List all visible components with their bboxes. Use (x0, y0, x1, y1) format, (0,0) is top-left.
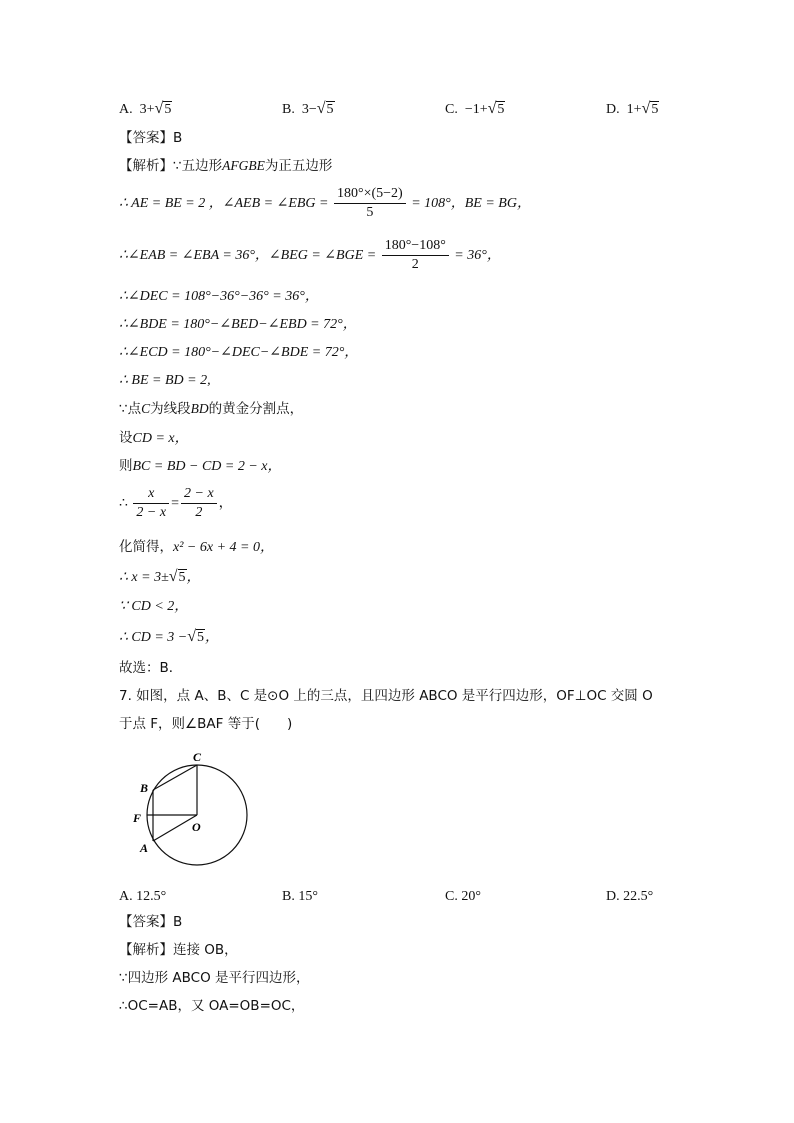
point-c: C (141, 401, 151, 416)
option-letter: B. (282, 102, 295, 117)
text: 则 (119, 458, 133, 474)
radicand: 5 (178, 570, 186, 585)
text: ∵点 (119, 401, 142, 417)
expr: CD = x， (132, 431, 189, 446)
option-letter: A. (119, 889, 133, 904)
q7-option-d (606, 886, 653, 908)
segment-bd: BD (190, 401, 209, 416)
expr: ∴ x = 3± (119, 570, 169, 585)
comma: ， (186, 570, 201, 585)
option-letter: A. (119, 102, 133, 117)
q7-option-c (445, 886, 481, 908)
q6-analysis-line-12 (119, 537, 274, 558)
therefore: ∴ (119, 496, 128, 511)
q6-option-d (606, 98, 659, 121)
label-b: B (140, 781, 149, 795)
denominator: 5 (366, 205, 374, 221)
numerator: 2 − x (181, 485, 217, 504)
text: 设 (119, 430, 133, 446)
expr: ∴ AE = BE = 2 ，∠AEB = ∠EBG = (119, 196, 329, 211)
circle-figure (125, 745, 255, 870)
q6-analysis-line-5: ∴∠BDE = 180°−∠BED−∠EBD = 72°， (119, 317, 357, 332)
expr: ∴ CD = 3 − (119, 630, 188, 645)
option-value: 22.5° (623, 889, 654, 904)
numerator: 180°×(5−2) (334, 185, 406, 204)
option-letter: D. (606, 102, 620, 117)
q6-analysis-line-6: ∴∠ECD = 180°−∠DEC−∠BDE = 72°， (119, 345, 359, 360)
q6-analysis-line-8 (119, 399, 303, 419)
text: 为正五边形 (264, 158, 333, 174)
q6-analysis-line-14: ∵ CD < 2， (119, 599, 189, 614)
analysis-label: 【解析】 (119, 158, 173, 174)
label-c: C (193, 750, 202, 764)
option-value: 3+ (139, 102, 155, 117)
q7-stem-line-2: 于点 F，则∠BAF 等于( ) (119, 716, 293, 732)
numerator: x (133, 485, 169, 504)
q7-analysis-line-1: 【解析】连接 OB， (119, 942, 238, 958)
q6-analysis-line-10 (119, 456, 282, 477)
q6-option-a (119, 98, 172, 121)
q7-option-b (282, 886, 318, 908)
expr: x² − 6x + 4 = 0， (173, 540, 274, 555)
option-value: 1+ (626, 102, 642, 117)
sqrt-symbol: √5 (641, 100, 659, 117)
fraction (334, 185, 406, 222)
fraction-right (181, 485, 217, 522)
text: 为线段 (150, 401, 191, 417)
q6-answer: 【答案】B (119, 130, 183, 146)
numerator: 180°−108° (382, 237, 449, 256)
q7-analysis-line-2: ∵四边形 ABCO 是平行四边形， (119, 970, 310, 986)
q6-analysis-line-4: ∴∠DEC = 108°−36°−36° = 36°， (119, 289, 319, 304)
denominator: 2 (411, 257, 419, 273)
q6-analysis-line-1 (119, 156, 332, 176)
q6-option-b (282, 98, 335, 121)
option-letter: C. (445, 102, 458, 117)
q6-analysis-line-13 (119, 567, 201, 588)
q6-option-c (445, 98, 505, 121)
radicand: 5 (326, 102, 334, 117)
expr: BC = BD − CD = 2 − x， (132, 459, 282, 474)
sqrt-symbol: √5 (316, 100, 334, 117)
sqrt-symbol: √5 (168, 568, 186, 585)
q6-analysis-line-16: 故选：B． (119, 660, 183, 676)
option-value: −1+ (464, 102, 488, 117)
fraction (382, 237, 449, 274)
sqrt-symbol: √5 (187, 628, 205, 645)
segment-oa (153, 815, 197, 841)
denominator: 2 (195, 505, 203, 521)
q6-analysis-line-7: ∴ BE = BD = 2, (119, 373, 211, 388)
sqrt-symbol: √5 (487, 100, 505, 117)
expr: = 108°，BE = BG， (411, 196, 531, 211)
expr: = 36°， (454, 248, 501, 263)
label-o: O (192, 820, 201, 834)
option-value: 3− (301, 102, 317, 117)
q7-answer: 【答案】B (119, 914, 183, 930)
radicand: 5 (497, 102, 505, 117)
q7-analysis-line-3: ∴OC=AB，又 OA=OB=OC， (119, 998, 305, 1014)
option-value: 15° (298, 889, 318, 904)
fraction-left (133, 485, 169, 522)
comma: ， (205, 630, 220, 645)
text: 的黄金分割点， (208, 401, 304, 417)
q6-analysis-line-2 (119, 184, 531, 224)
radicand: 5 (651, 102, 659, 117)
expr: ∴∠EAB = ∠EBA = 36°，∠BEG = ∠BGE = (119, 248, 377, 263)
label-a: A (140, 841, 149, 855)
equals: = (171, 496, 179, 511)
text: 化简得， (119, 539, 173, 555)
radicand: 5 (164, 102, 172, 117)
sqrt-symbol: √5 (154, 100, 172, 117)
option-value: 12.5° (136, 889, 167, 904)
q6-analysis-line-9 (119, 428, 189, 449)
option-letter: D. (606, 889, 620, 904)
q7-stem-line-1: 7. 如图，点 A、B、C 是⊙O 上的三点，且四边形 ABCO 是平行四边形，OF⊥OC 交圆 O (119, 688, 653, 704)
label-f: F (133, 811, 142, 825)
text: ∵五边形 (173, 158, 223, 174)
comma: ， (218, 496, 233, 511)
q6-analysis-line-11 (119, 484, 233, 524)
option-value: 20° (461, 889, 481, 904)
radicand: 5 (197, 630, 205, 645)
q6-analysis-line-3 (119, 236, 501, 276)
q7-option-a (119, 886, 166, 908)
option-letter: C. (445, 889, 458, 904)
pentagon-name: AFGBE (222, 158, 265, 173)
q6-analysis-line-15 (119, 627, 219, 648)
denominator: 2 − x (136, 505, 167, 521)
segment-cb (153, 765, 197, 790)
option-letter: B. (282, 889, 295, 904)
